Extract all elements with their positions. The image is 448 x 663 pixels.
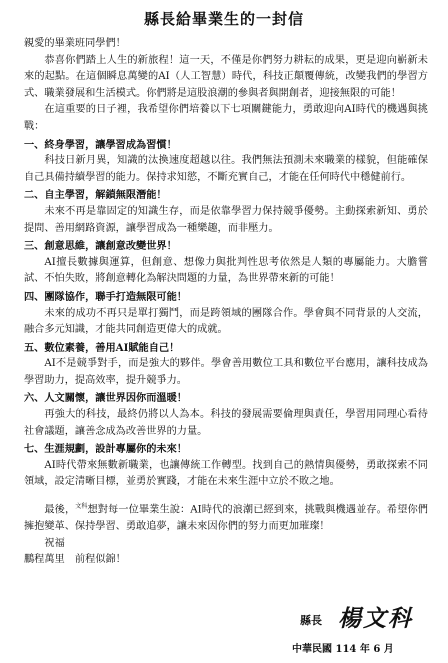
item-heading-4: 四、團隊協作，聯手打造無限可能！ [24,290,187,303]
closing-prefix: 最後， [44,504,76,516]
item-heading-7: 七、生涯規劃，設計專屬你的未來！ [24,443,187,456]
item-text-4: 未來的成功不再只是單打獨鬥，而是跨領域的團隊合作。學會與不同背景的人交流，融合多元知識，才能共同創造更偉大的成就。 [24,307,428,336]
item-text-1: 科技日新月異，知識的汰換速度超越以往。我們無法預測未來職業的樣貌，但能確保自己具備持續學習的能力。保持求知慾，不斷充實自己，才能在任何時代中穩健前行。 [24,155,428,183]
letter-date: 中華民國 114 年 6 月 [292,644,394,655]
item-heading-2: 二、自主學習，解鎖無限潛能！ [24,189,167,202]
item-text-7: AI時代帶來無數新職業，也讓傳統工作轉型。找到自己的熱情與優勢，勇敢探索不同領域，設定清晰目標，並勇於實踐，才能在未來生涯中立於不敗之地。 [24,459,428,488]
item-text-2: 未來不再是靠固定的知識生存，而是依靠學習力保持競爭優勢。主動探索新知、勇於提問、善用網路資源，讓學習成為一種樂趣，而非壓力。 [24,205,428,234]
signature-name: 楊文科 [338,605,413,632]
item-heading-3: 三、創意思維，讓創意改變世界！ [24,240,177,253]
letter-title: 縣長給畢業生的一封信 [143,10,304,28]
spacer [24,491,428,499]
wish-line-2: 鵬程萬里 前程似錦！ [24,554,126,566]
wish-line-1: 祝福 [44,537,65,549]
item-text-6: 再強大的科技，最終仍將以人為本。科技的發展需要倫理與責任，學習用同理心看待社會議題，讓善念成為改善世界的力量。 [24,409,428,437]
closing-text: 想對每一位畢業生說：AI時代的浪潮已經到來，挑戰與機遇並存。希望你們擁抱變革、保持學習、勇敢追夢，讓未來因你們的努力而更加璀璨！ [24,504,428,533]
item-text-5: AI不是競爭對手，而是強大的夥伴。學會善用數位工具和數位平台應用，讓科技成為學習助力，提高效率，提升競爭力。 [24,358,428,386]
item-text-3: AI擅長數據與運算，但創意、想像力與批判性思考依然是人類的專屬能力。大膽嘗試、不怕失敗，將創意轉化為解決問題的力量，為世界帶來新的可能！ [24,256,428,285]
closing-mark: 文科 [75,503,88,511]
letter-body [24,36,428,569]
greeting: 親愛的畢業班同學們！ [24,38,126,49]
item-heading-6: 六、人文關懷，讓世界因你而溫暖！ [24,392,187,405]
item-heading-5: 五、數位素養，善用AI賦能自己！ [24,341,180,354]
intro-paragraph-2: 在這重要的日子裡，我希望你們培養以下七項關鍵能力，勇敢迎向AI時代的機遇與挑戰： [24,104,428,132]
closing-paragraph [24,499,428,536]
signature-block [300,600,440,634]
signature-title: 縣長 [300,614,322,627]
item-heading-1: 一、終身學習，讓學習成為習慣！ [24,138,177,151]
intro-paragraph-1: 恭喜你們踏上人生的新旅程！這一天，不僅是你們努力耕耘的成果，更是迎向嶄新未來的起點。在這個瞬息萬變的AI（人工智慧）時代，科技正顛覆傳統，改變我們的學習方式、職業發展和生活模式。你們將是這股浪潮的參與者與開創者，迎接無限的可能！ [24,54,428,99]
